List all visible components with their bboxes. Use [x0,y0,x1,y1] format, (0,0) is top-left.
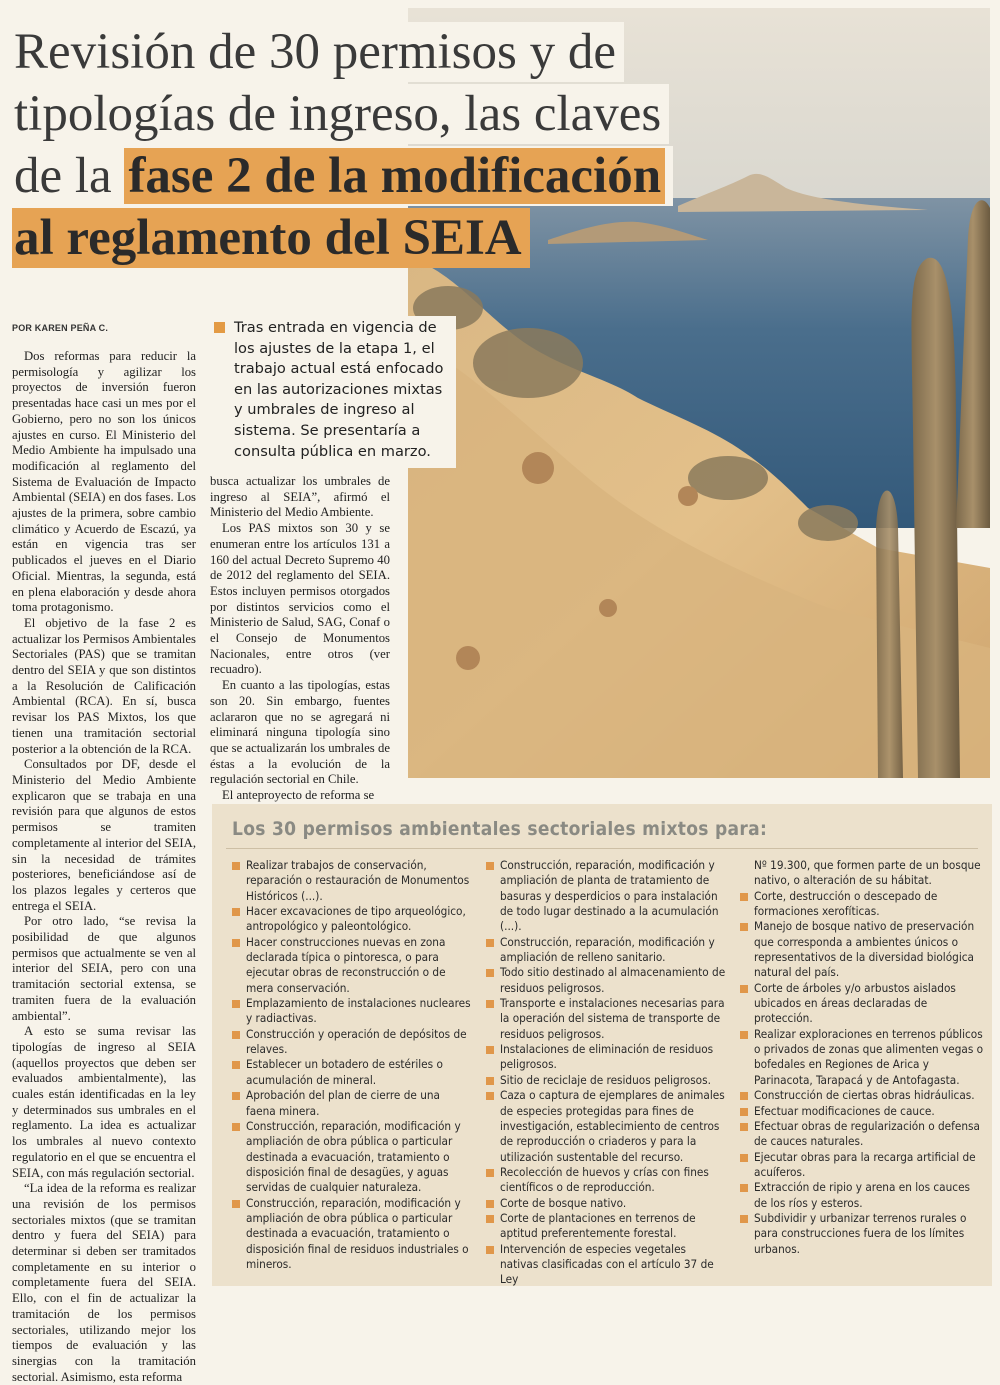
permit-item: Intervención de especies vegetales nativas clasificadas con el artículo 37 de Ley [486,1242,726,1288]
permit-item: Manejo de bosque nativo de preservación que corresponda a ambientes únicos o representativos de la diversidad biológica natural del país. [740,919,986,980]
bullet-square-icon [232,1123,240,1131]
permit-item: Corte de árboles y/o arbustos aislados ubicados en áreas declaradas de protección. [740,981,986,1027]
permits-box [212,804,992,1286]
permit-item: Caza o captura de ejemplares de animales de especies protegidas para fines de investigación, establecimiento de centros de reproducción o criaderos y para la utilización sustentable del recurso. [486,1088,726,1165]
bullet-square-icon [740,893,748,901]
permit-item: Todo sitio destinado al almacenamiento de residuos peligrosos. [486,965,726,996]
bullet-square-icon [232,1031,240,1039]
bullet-square-icon [740,1215,748,1223]
permit-item: Establecer un botadero de estériles o acumulación de mineral. [232,1057,472,1088]
permit-item: Efectuar modificaciones de cauce. [740,1104,986,1119]
permit-item: Recolección de huevos y crías con fines científicos o de reproducción. [486,1165,726,1196]
bullet-square-icon [486,1077,494,1085]
permit-item: Subdividir y urbanizar terrenos rurales o para construcciones fuera de los límites urbanos. [740,1211,986,1257]
permit-item: Construcción, reparación, modificación y ampliación de planta de tratamiento de basuras y desperdicios o para instalación de todo lugar destinado a la acumulación (...). [486,858,726,935]
permit-item: Sitio de reciclaje de residuos peligrosos. [486,1073,726,1088]
permits-box-title: Los 30 permisos ambientales sectoriales mixtos para: [232,818,768,840]
bullet-square-icon [232,1200,240,1208]
byline: POR KAREN PEÑA C. [12,323,109,333]
bullet-square-icon [486,1246,494,1254]
permit-item: Extracción de ripio y arena en los cauces de los ríos y esteros. [740,1180,986,1211]
bullet-square-icon [740,985,748,993]
permit-item: Corte de bosque nativo. [486,1196,726,1211]
headline-line-2: tipologías de ingreso, las claves [12,84,669,144]
bullet-square-icon [740,1154,748,1162]
permits-list-column-2 [486,858,726,1288]
headline-line-3 [12,146,673,206]
body-paragraph: Consultados por DF, desde el Ministerio del Medio Ambiente explicaron que se trabaja en una revisión para que algunos de estos permisos se tramiten completamente al interior del SEIA, sin la necesidad de trámites posteriores, beneficiándose así de los plazos legales y certeros que entrega el SEIA. [12,757,196,913]
body-paragraph: El objetivo de la fase 2 es actualizar los Permisos Ambientales Sectoriales (PAS) que se tramitan dentro del SEIA y que son distintos a la Resolución de Calificación Ambiental (RCA). En sí, busca revisar los PAS Mixtos, los que tienen una tramitación sectorial posterior a la obtención de la RCA. [12,615,196,756]
body-paragraph: El anteproyecto de reforma se [222,788,375,803]
permit-item: Ejecutar obras para la recarga artificial de acuíferos. [740,1150,986,1181]
bullet-square-icon [232,1092,240,1100]
bullet-square-icon [486,1200,494,1208]
bullet-square-icon [740,923,748,931]
bullet-square-icon [232,908,240,916]
bullet-square-icon [486,939,494,947]
body-paragraph: A esto se suma revisar las tipologías de ingreso al SEIA (aquellos proyectos que deben ser evaluados ambientalmente), las cuales están identificadas en la ley y determinados sus umbrales en el reglamento. La idea es actualizar los umbrales al nuevo contexto regulatorio en el que se encuentra el SEIA, con más regulación sectorial. [12,1024,196,1180]
permit-item: Construcción, reparación, modificación y ampliación de relleno sanitario. [486,935,726,966]
permit-item: Hacer construcciones nuevas en zona declarada típica o pintoresca, o para ejecutar obras de reconstrucción o de mera conservación. [232,935,472,996]
lead-text: Tras entrada en vigencia de los ajustes de la etapa 1, el trabajo actual está enfocado en las autorizaciones mixtas y umbrales de ingreso al sistema. Se presentaría a consulta pública en marzo. [234,319,444,460]
permits-list-column-3 [740,858,986,1257]
permit-item: Instalaciones de eliminación de residuos peligrosos. [486,1042,726,1073]
body-paragraph: Los PAS mixtos son 30 y se enumeran entre los artículos 131 a 160 del actual Decreto Supremo 40 de 2012 del reglamento del SEIA. Estos incluyen permisos otorgados por distintos servicios como el Ministerio de Salud, SAG, Conaf o el Consejo de Monumentos Nacionales, entre otros (ver recuadro). [210,521,390,677]
permit-item: Realizar trabajos de conservación, reparación o restauración de Monumentos Históricos (...). [232,858,472,904]
headline [12,22,752,270]
bullet-square-icon [232,862,240,870]
bullet-square-icon [486,1092,494,1100]
bullet-square-icon [486,1000,494,1008]
bullet-square-icon [486,969,494,977]
bullet-square-icon [486,862,494,870]
permit-item-continued: Nº 19.300, que formen parte de un bosque nativo, o alteración de su hábitat. [754,858,981,888]
bullet-square-icon [740,1108,748,1116]
bullet-square-icon [740,1092,748,1100]
headline-line-1: Revisión de 30 permisos y de [12,22,624,82]
bullet-square-icon [486,1046,494,1054]
permit-item: Emplazamiento de instalaciones nucleares y radiactivas. [232,996,472,1027]
bullet-square-icon [486,1169,494,1177]
headline-line-3-plain: de la [14,148,125,204]
bullet-square-icon [232,939,240,947]
permit-item: Realizar exploraciones en terrenos públicos o privados de zonas que alimenten vegas o bofedales en Regiones de Arica y Parinacota, Tarapacá y de Antofagasta. [740,1027,986,1088]
headline-line-4: al reglamento del SEIA [12,208,530,268]
bullet-square-icon [232,1061,240,1069]
permit-item: Corte, destrucción o descepado de formaciones xerofíticas. [740,889,986,920]
body-column-1 [12,349,196,1385]
permit-item: Corte de plantaciones en terrenos de aptitud preferentemente forestal. [486,1211,726,1242]
headline-line-3-highlight: fase 2 de la modificación [124,148,665,204]
bullet-square-icon [740,1031,748,1039]
body-column-2 [210,474,394,804]
permit-item: Hacer excavaciones de tipo arqueológico, antropológico y paleontológico. [232,904,472,935]
permit-item: Construcción, reparación, modificación y ampliación de obra pública o particular destinada a evacuación, tratamiento o disposición final de residuos industriales o mineros. [232,1196,472,1273]
permit-item: Transporte e instalaciones necesarias para la operación del sistema de transporte de residuos peligrosos. [486,996,726,1042]
permits-box-divider [226,848,978,849]
permits-list-column-1 [232,858,472,1272]
body-paragraph: busca actualizar los umbrales de ingreso al SEIA”, afirmó el Ministerio del Medio Ambiente. [210,474,390,520]
bullet-square-icon [740,1123,748,1131]
permit-item: Construcción y operación de depósitos de relaves. [232,1027,472,1058]
body-paragraph: “La idea de la reforma es realizar una revisión de los permisos sectoriales mixtos (que se tramitan dentro y fuera del SEIA) para determinar si deben ser tramitados completamente en su interior o completamente fuera del SEIA. Ello, con el fin de actualizar la tramitación de los permisos sectoriales, utilizando mejor los tiempos de evaluación y las sinergias con la tramitación sectorial. Asimismo, esta reforma [12,1181,196,1384]
body-paragraph: En cuanto a las tipologías, estas son 20. Sin embargo, fuentes aclararon que no se agregará ni eliminará ninguna tipología sino que se actualizarán los umbrales de éstas a la evolución de la regulación sectorial en Chile. [210,678,390,787]
lead-square-icon [214,322,225,333]
permit-item: Aprobación del plan de cierre de una faena minera. [232,1088,472,1119]
body-paragraph: Dos reformas para reducir la permisología y agilizar los proyectos de inversión fueron presentadas hace casi un mes por el Gobierno, pero no son los únicos ajustes en curso. El Ministerio del Medio Ambiente ha impulsado una modificación al reglamento del Sistema de Evaluación de Impacto Ambiental (SEIA) en dos fases. Los ajustes de la primera, sobre cambio climático y Acuerdo de Escazú, ya están en vigencia tras ser publicados el jueves en el Diario Oficial. Mientras, la segunda, está en plena elaboración y desde ahora toma protagonismo. [12,349,196,615]
lead-box [210,316,456,468]
bullet-square-icon [232,1000,240,1008]
permit-item: Construcción de ciertas obras hidráulicas. [740,1088,986,1103]
body-paragraph: Por otro lado, “se revisa la posibilidad de que algunos permisos que actualmente se ven al interior del SEIA, pero con una tramitación sectorial extensa, se tramiten fuera de la evaluación ambiental”. [12,914,196,1023]
bullet-square-icon [740,1184,748,1192]
permit-item: Efectuar obras de regularización o defensa de cauces naturales. [740,1119,986,1150]
permit-item: Construcción, reparación, modificación y ampliación de obra pública o particular destinada a evacuación, tratamiento o disposición final de desagües, y aguas servidas de cualquier naturaleza. [232,1119,472,1196]
bullet-square-icon [486,1215,494,1223]
